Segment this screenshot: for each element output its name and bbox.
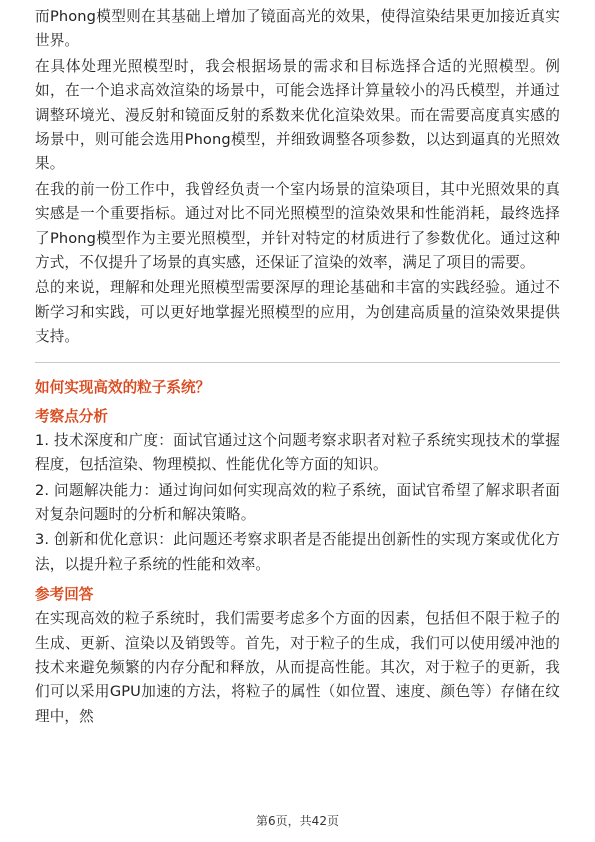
body-paragraph: 而Phong模型则在其基础上增加了镜面高光的效果，使得渲染结果更加接近真实世界。 [35,8,560,50]
document-page [35,5,560,729]
analysis-heading: 考察点分析 [35,407,108,425]
analysis-item: 2. 问题解决能力：通过询问如何实现高效的粒子系统，面试官希望了解求职者面对复杂问题时的分析和解决策略。 [35,481,560,523]
section-divider [35,362,560,363]
answer-heading: 参考回答 [35,586,94,604]
analysis-item: 1. 技术深度和广度：面试官通过这个问题考察求职者对粒子系统实现技术的掌握程度，包括渲染、物理模拟、性能优化等方面的知识。 [35,431,560,474]
body-paragraph: 在我的前一份工作中，我曾经负责一个室内场景的渲染项目，其中光照效果的真实感是一个重要指标。通过对比不同光照模型的渲染效果和性能消耗，最终选择了Phong模型作为主要光照模型，并针对特定的材质进行了参数优化。通过这种方式，不仅提升了场景的真实感，还保证了渲染的效率，满足了项目的需要。 [35,180,560,272]
answer-paragraph: 在实现高效的粒子系统时，我们需要考虑多个方面的因素，包括但不限于粒子的生成、更新、渲染以及销毁等。首先，对于粒子的生成，我们可以使用缓冲池的技术来避免频繁的内存分配和释放，从而提高性能。其次，对于粒子的更新，我们可以采用GPU加速的方法，将粒子的属性（如位置、速度、颜色等）存储在纹理中，然 [35,610,560,725]
body-paragraph: 总的来说，理解和处理光照模型需要深厚的理论基础和丰富的实践经验。通过不断学习和实践，可以更好地掌握光照模型的应用，为创建高质量的渲染效果提供支持。 [35,279,560,346]
analysis-item: 3. 创新和优化意识：此问题还考察求职者是否能提出创新性的实现方案或优化方法，以提升粒子系统的性能和效率。 [35,531,560,573]
page-number: 第6页，共42页 [256,814,339,828]
question-title: 如何实现高效的粒子系统？ [35,378,211,396]
body-paragraph: 在具体处理光照模型时，我会根据场景的需求和目标选择合适的光照模型。例如，在一个追求高效渲染的场景中，可能会选择计算量较小的冯氏模型，并通过调整环境光、漫反射和镜面反射的系数来优化渲染效果。而在需要高度真实感的场景中，则可能会选用Phong模型，并细致调整各项参数，以达到逼真的光照效果。 [35,57,560,173]
